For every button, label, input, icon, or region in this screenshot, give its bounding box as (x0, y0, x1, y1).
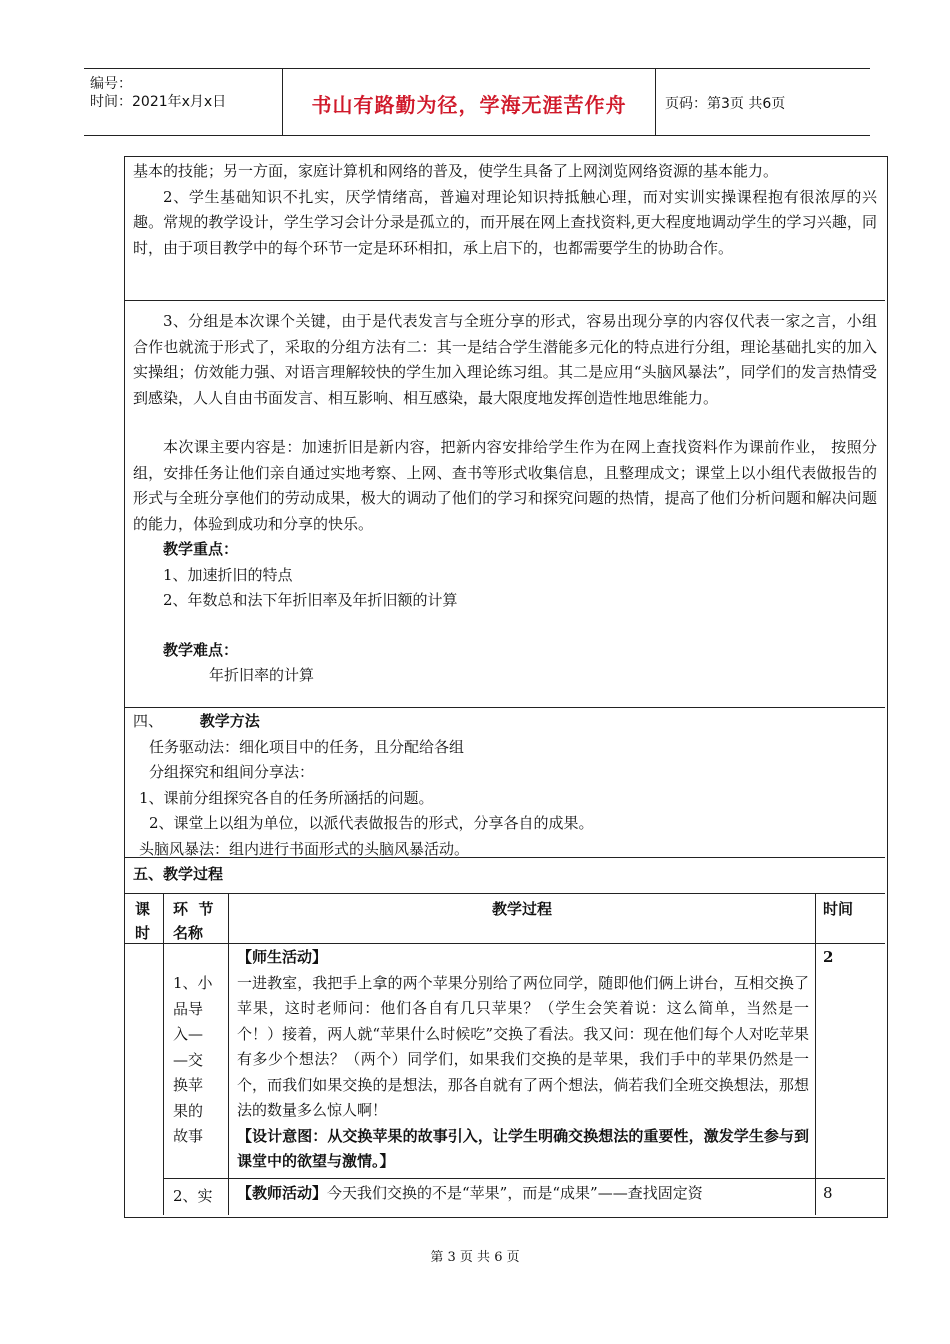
row-divider (125, 707, 885, 708)
header-left-cell (84, 69, 282, 135)
paragraph-1: 基本的技能；另一方面，家庭计算机和网络的普及，使学生具备了上网浏览网络资源的基本能力。 (133, 162, 779, 180)
row-divider (125, 857, 885, 858)
time-cell-2: 8 (823, 1184, 833, 1202)
paragraph-2: 2、学生基础知识不扎实，厌学情绪高，普遍对理论知识持抵触心理，而对实训实操课程抱有很浓厚的兴趣。常规的教学设计，学生学习会计分录是孤立的，而开展在网上查找资料,更大程度地调动学生的学习兴趣，同时，由于项目教学中的每个环节一定是环环相扣，承上启下的，也都需要学生的协助合作。 (133, 187, 877, 257)
grouping-section (125, 309, 885, 689)
paragraph-4: 本次课主要内容是：加速折旧是新内容，把新内容安排给学生作为在网上查找资料作为课前作业， 按照分组，安排任务让他们亲自通过实地考察、上网、查书等形式收集信息，且整理成文；课堂上以小组代表做报告的形式与全班分享他们的劳动成果，极大的调动了他们的学习和探究问题的热情，提高了他们分析问题和解决问题的能力，体验到成功和分享的快乐。 (133, 438, 877, 533)
link-name-char: 换苹 (173, 1076, 204, 1094)
time-cell-1: 2 (823, 948, 834, 966)
column-divider (163, 893, 164, 1215)
difficulty-title: 教学难点： (163, 640, 239, 659)
date-label: 时间：2021年x月x日 (90, 94, 227, 110)
paragraph-3: 3、分组是本次课个关键，由于是代表发言与全班分享的形式，容易出现分享的内容仅代表一家之言，小组合作也就流于形式了，采取的分组方法有二：其一是结合学生潜能多元化的特点进行分组，理论基础扎实的加入实操组；仿效能力强、对语言理解较快的学生加入理论练习组。其二是应用“头脑风暴法”，同学们的发言热情受到感染，人人自由书面发言、相互影响、相互感染，最大限度地发挥创造性地思维能力。 (133, 312, 877, 407)
header-motto-cell (282, 69, 656, 135)
link-name-char: 入— (173, 1025, 204, 1043)
link-name-char: —交 (173, 1050, 204, 1069)
header-link-1: 环 节 (173, 900, 214, 918)
header-lesson-1: 课 (135, 900, 151, 918)
method-line: 任务驱动法：细化项目中的任务，且分配给各组 (149, 737, 465, 756)
row-divider (125, 300, 885, 301)
design-intent: 【设计意图：从交换苹果的故事引入，让学生明确交换想法的重要性，激发学生参与到课堂中的欲望与激情。】 (237, 1126, 809, 1170)
link-name-char: 品导 (173, 999, 204, 1018)
method-line: 分组探究和组间分享法： (149, 763, 315, 781)
method-line: 头脑风暴法：组内进行书面形式的头脑风暴活动。 (139, 839, 470, 858)
methods-section (125, 709, 885, 862)
header-link-2: 名称 (173, 924, 204, 942)
page-footer: 第 3 页 共 6 页 (430, 1250, 520, 1265)
row-divider (125, 943, 885, 944)
methods-number: 四、 (133, 712, 164, 730)
methods-heading (125, 709, 885, 735)
column-divider (228, 893, 229, 1215)
activity-text: 今天我们交换的不是“苹果”，而是“成果”——查找固定资 (327, 1184, 703, 1202)
analysis-section (125, 159, 885, 261)
activity-text: 一进教室，我把手上拿的两个苹果分别给了两位同学，随即他们俩上讲台，互相交换了苹果，这时老师问：他们各自有几只苹果？（学生会笑着说：这么简单，当然是一个！）接着，两人就“苹果什么时候吃”交换了看法。我又问：现在他们每个人对吃苹果有多少个想法？（两个）同学们，如果我们交换的是苹果，我们手中的苹果仍然是一个，而我们如果交换的是想法，那各自就有了两个想法，倘若我们全班交换想法，那想法的数量多么惊人啊！ (237, 973, 809, 1119)
key-point-item: 2、年数总和法下年折旧率及年折旧额的计算 (163, 591, 458, 609)
link-name-char: 1、小 (173, 974, 213, 992)
methods-title: 教学方法 (199, 712, 260, 730)
page-label: 页码：第3页 共6页 (665, 96, 786, 112)
header-process: 教学过程 (491, 900, 552, 918)
row-divider (163, 1178, 885, 1179)
key-point-item: 1、加速折旧的特点 (163, 565, 293, 584)
link-name-2: 2、实 (173, 1187, 213, 1205)
header-page-cell (655, 69, 870, 135)
page-header (84, 68, 870, 136)
method-line: 2、课堂上以组为单位，以派代表做报告的形式，分享各自的成果。 (149, 814, 594, 832)
activity-label: 【师生活动】 (237, 948, 328, 966)
column-divider (815, 893, 816, 1215)
process-title: 五、教学过程 (133, 865, 224, 883)
link-name-char: 果的 (173, 1101, 204, 1120)
process-cell-1 (237, 945, 809, 1175)
header-lesson-2: 时 (135, 924, 151, 942)
method-line: 1、课前分组探究各自的任务所涵括的问题。 (139, 788, 434, 807)
row-divider (125, 893, 885, 894)
lesson-plan-table (124, 156, 888, 1218)
motto: 书山有路勤为径，学海无涯苦作舟 (311, 93, 627, 117)
header-time: 时间 (823, 900, 854, 918)
link-name-1 (173, 971, 223, 1150)
activity-label: 【教师活动】 (237, 1184, 328, 1202)
link-name-char: 故事 (173, 1127, 204, 1145)
key-points-title: 教学重点： (163, 540, 239, 558)
number-label: 编号： (90, 76, 132, 92)
difficulty-item: 年折旧率的计算 (209, 666, 315, 684)
process-cell-2 (237, 1181, 809, 1207)
